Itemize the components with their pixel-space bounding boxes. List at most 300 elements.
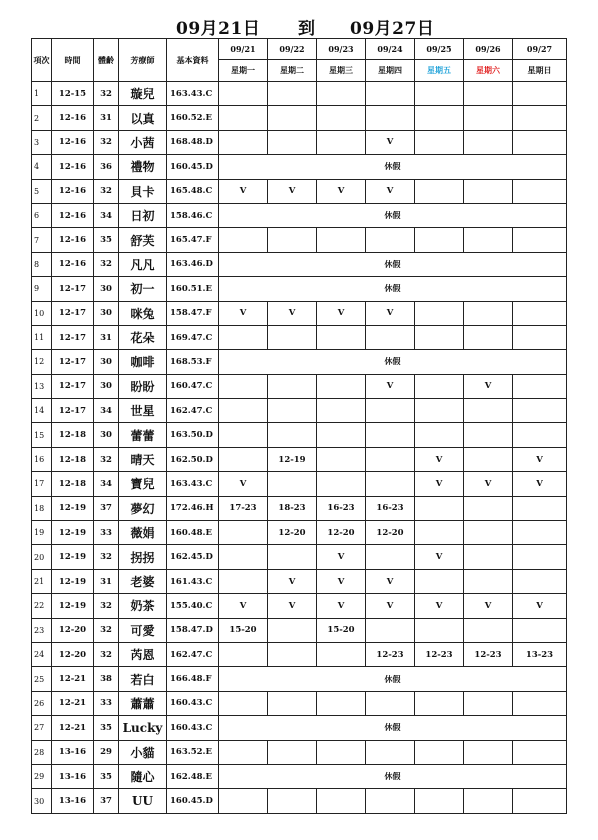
row-day-cell xyxy=(268,740,317,764)
row-index: 30 xyxy=(32,789,52,813)
row-age: 36 xyxy=(94,155,119,179)
row-age: 30 xyxy=(94,277,119,301)
row-index: 4 xyxy=(32,155,52,179)
row-time: 12-17 xyxy=(52,277,94,301)
row-day-cell: V xyxy=(464,472,513,496)
row-day-cell xyxy=(268,399,317,423)
row-day-cell: V xyxy=(464,374,513,398)
row-info: 166.48.F xyxy=(167,667,219,691)
row-age: 30 xyxy=(94,350,119,374)
header-weekday: 星期四 xyxy=(366,60,415,82)
row-therapist-name: 若白 xyxy=(119,667,167,691)
row-day-cell xyxy=(513,618,567,642)
row-index: 28 xyxy=(32,740,52,764)
row-age: 33 xyxy=(94,521,119,545)
row-day-off: 休假 xyxy=(219,203,567,227)
row-day-cell xyxy=(415,130,464,154)
row-time: 13-16 xyxy=(52,740,94,764)
row-day-cell xyxy=(513,179,567,203)
row-day-cell: V xyxy=(268,301,317,325)
row-info: 162.50.D xyxy=(167,447,219,471)
row-index: 27 xyxy=(32,716,52,740)
row-age: 33 xyxy=(94,691,119,715)
row-day-cell xyxy=(513,545,567,569)
row-info: 160.47.C xyxy=(167,374,219,398)
title-end-date: 09月27日 xyxy=(350,19,435,39)
row-day-cell xyxy=(268,130,317,154)
row-age: 34 xyxy=(94,399,119,423)
row-info: 163.52.E xyxy=(167,740,219,764)
row-day-cell xyxy=(415,106,464,130)
row-day-cell: 12-19 xyxy=(268,447,317,471)
row-time: 12-15 xyxy=(52,82,94,106)
row-day-cell xyxy=(513,423,567,447)
row-day-cell xyxy=(219,521,268,545)
table-row xyxy=(32,691,567,715)
row-day-cell xyxy=(317,789,366,813)
row-info: 163.43.C xyxy=(167,82,219,106)
row-index: 22 xyxy=(32,594,52,618)
row-day-off: 休假 xyxy=(219,155,567,179)
row-time: 12-17 xyxy=(52,374,94,398)
table-row xyxy=(32,716,567,740)
header-weekday: 星期三 xyxy=(317,60,366,82)
row-day-off: 休假 xyxy=(219,716,567,740)
row-day-cell xyxy=(513,740,567,764)
row-day-cell xyxy=(268,472,317,496)
row-day-cell: V xyxy=(317,301,366,325)
row-therapist-name: 日初 xyxy=(119,203,167,227)
row-day-off: 休假 xyxy=(219,350,567,374)
row-time: 12-16 xyxy=(52,179,94,203)
row-index: 15 xyxy=(32,423,52,447)
row-therapist-name: 世星 xyxy=(119,399,167,423)
row-day-cell: 12-23 xyxy=(464,642,513,666)
row-day-cell xyxy=(268,423,317,447)
row-day-cell xyxy=(415,569,464,593)
row-day-cell: V xyxy=(366,594,415,618)
row-index: 7 xyxy=(32,228,52,252)
row-day-cell xyxy=(268,545,317,569)
row-day-cell xyxy=(366,618,415,642)
row-day-cell xyxy=(464,82,513,106)
row-day-cell xyxy=(268,691,317,715)
row-info: 160.45.D xyxy=(167,155,219,179)
row-day-cell xyxy=(366,423,415,447)
table-row xyxy=(32,764,567,788)
row-day-cell xyxy=(219,642,268,666)
row-info: 160.43.C xyxy=(167,716,219,740)
row-therapist-name: 禮物 xyxy=(119,155,167,179)
row-time: 12-18 xyxy=(52,472,94,496)
row-day-off: 休假 xyxy=(219,667,567,691)
row-day-cell xyxy=(513,691,567,715)
row-day-cell xyxy=(415,618,464,642)
row-time: 12-18 xyxy=(52,423,94,447)
row-day-cell xyxy=(464,496,513,520)
row-day-cell xyxy=(513,789,567,813)
row-index: 6 xyxy=(32,203,52,227)
row-age: 32 xyxy=(94,179,119,203)
row-day-cell: 12-23 xyxy=(415,642,464,666)
row-day-cell xyxy=(268,374,317,398)
table-row xyxy=(32,472,567,496)
row-day-cell xyxy=(513,82,567,106)
row-day-cell xyxy=(366,545,415,569)
row-day-cell xyxy=(415,374,464,398)
row-therapist-name: 可愛 xyxy=(119,618,167,642)
row-day-cell xyxy=(464,740,513,764)
row-day-cell xyxy=(268,106,317,130)
row-index: 1 xyxy=(32,82,52,106)
row-time: 12-19 xyxy=(52,545,94,569)
row-age: 30 xyxy=(94,301,119,325)
row-day-cell xyxy=(268,642,317,666)
row-day-cell xyxy=(415,789,464,813)
row-info: 168.53.F xyxy=(167,350,219,374)
header-time: 時間 xyxy=(52,39,94,82)
row-therapist-name: 貝卡 xyxy=(119,179,167,203)
row-age: 30 xyxy=(94,423,119,447)
table-body xyxy=(32,82,567,814)
row-info: 161.43.C xyxy=(167,569,219,593)
row-day-cell xyxy=(366,789,415,813)
row-day-cell: V xyxy=(464,594,513,618)
row-age: 35 xyxy=(94,764,119,788)
row-day-cell xyxy=(513,130,567,154)
row-day-cell xyxy=(268,82,317,106)
row-info: 162.47.C xyxy=(167,399,219,423)
row-day-cell xyxy=(464,569,513,593)
row-age: 31 xyxy=(94,106,119,130)
row-index: 13 xyxy=(32,374,52,398)
table-row xyxy=(32,374,567,398)
row-day-off: 休假 xyxy=(219,277,567,301)
table-row xyxy=(32,496,567,520)
row-index: 3 xyxy=(32,130,52,154)
row-day-cell: V xyxy=(317,594,366,618)
row-therapist-name: 奶茶 xyxy=(119,594,167,618)
row-time: 12-16 xyxy=(52,106,94,130)
row-therapist-name: 芮恩 xyxy=(119,642,167,666)
row-info: 163.46.D xyxy=(167,252,219,276)
row-time: 12-21 xyxy=(52,716,94,740)
row-day-cell xyxy=(317,374,366,398)
row-day-cell xyxy=(415,399,464,423)
row-day-cell: V xyxy=(219,301,268,325)
row-day-cell xyxy=(317,130,366,154)
row-day-cell xyxy=(464,179,513,203)
row-time: 12-17 xyxy=(52,350,94,374)
row-therapist-name: Lucky xyxy=(119,716,167,740)
row-therapist-name: 咪兔 xyxy=(119,301,167,325)
row-index: 2 xyxy=(32,106,52,130)
row-day-cell xyxy=(513,569,567,593)
row-day-cell xyxy=(219,399,268,423)
header-weekday: 星期六 xyxy=(464,60,513,82)
header-therapist: 芳療師 xyxy=(119,39,167,82)
row-index: 17 xyxy=(32,472,52,496)
row-info: 160.43.C xyxy=(167,691,219,715)
row-age: 38 xyxy=(94,667,119,691)
row-day-cell xyxy=(366,691,415,715)
row-time: 13-16 xyxy=(52,789,94,813)
table-row xyxy=(32,789,567,813)
row-index: 26 xyxy=(32,691,52,715)
schedule-title xyxy=(0,14,598,40)
row-day-cell xyxy=(317,423,366,447)
row-index: 16 xyxy=(32,447,52,471)
header-info: 基本資料 xyxy=(167,39,219,82)
row-time: 12-19 xyxy=(52,521,94,545)
table-row xyxy=(32,203,567,227)
row-day-cell xyxy=(219,569,268,593)
row-day-cell xyxy=(415,179,464,203)
row-day-cell xyxy=(464,399,513,423)
row-therapist-name: 咖啡 xyxy=(119,350,167,374)
header-date: 09/27 xyxy=(513,39,567,60)
row-day-cell xyxy=(415,82,464,106)
row-therapist-name: 蕾蕾 xyxy=(119,423,167,447)
row-day-cell: V xyxy=(268,594,317,618)
row-day-cell xyxy=(219,130,268,154)
row-info: 158.47.D xyxy=(167,618,219,642)
row-day-cell: V xyxy=(317,569,366,593)
row-day-cell xyxy=(464,521,513,545)
row-time: 12-19 xyxy=(52,594,94,618)
row-index: 21 xyxy=(32,569,52,593)
row-info: 162.47.C xyxy=(167,642,219,666)
table-row xyxy=(32,423,567,447)
row-therapist-name: 老婆 xyxy=(119,569,167,593)
row-day-cell xyxy=(219,545,268,569)
row-index: 18 xyxy=(32,496,52,520)
row-day-cell xyxy=(366,447,415,471)
row-day-cell xyxy=(464,301,513,325)
table-row xyxy=(32,228,567,252)
row-index: 14 xyxy=(32,399,52,423)
table-row xyxy=(32,130,567,154)
row-info: 160.51.E xyxy=(167,277,219,301)
row-time: 12-18 xyxy=(52,447,94,471)
row-day-cell xyxy=(317,472,366,496)
row-therapist-name: 拐拐 xyxy=(119,545,167,569)
table-row xyxy=(32,399,567,423)
table-row xyxy=(32,521,567,545)
title-start-date: 09月21日 xyxy=(176,19,261,39)
row-info: 155.40.C xyxy=(167,594,219,618)
row-day-cell: V xyxy=(366,374,415,398)
header-date: 09/23 xyxy=(317,39,366,60)
header-date: 09/26 xyxy=(464,39,513,60)
row-time: 13-16 xyxy=(52,764,94,788)
row-info: 158.46.C xyxy=(167,203,219,227)
header-index: 項次 xyxy=(32,39,52,82)
row-day-cell xyxy=(268,228,317,252)
row-index: 9 xyxy=(32,277,52,301)
row-day-cell xyxy=(464,789,513,813)
header-age: 體齡 xyxy=(94,39,119,82)
row-age: 32 xyxy=(94,130,119,154)
row-day-cell xyxy=(464,423,513,447)
row-therapist-name: 璇兒 xyxy=(119,82,167,106)
row-day-cell xyxy=(513,399,567,423)
row-day-cell: 13-23 xyxy=(513,642,567,666)
row-index: 10 xyxy=(32,301,52,325)
row-therapist-name: 以真 xyxy=(119,106,167,130)
row-info: 160.48.E xyxy=(167,521,219,545)
table-row xyxy=(32,325,567,349)
row-day-cell xyxy=(219,789,268,813)
table-row xyxy=(32,350,567,374)
row-day-cell: V xyxy=(366,179,415,203)
row-day-cell: 16-23 xyxy=(366,496,415,520)
header-date: 09/22 xyxy=(268,39,317,60)
row-therapist-name: 凡凡 xyxy=(119,252,167,276)
row-day-cell xyxy=(317,325,366,349)
row-age: 32 xyxy=(94,82,119,106)
row-day-cell xyxy=(219,325,268,349)
row-day-cell: V xyxy=(513,472,567,496)
row-therapist-name: 晴天 xyxy=(119,447,167,471)
table-row xyxy=(32,618,567,642)
row-index: 25 xyxy=(32,667,52,691)
row-day-cell xyxy=(464,447,513,471)
row-therapist-name: 寶兒 xyxy=(119,472,167,496)
row-day-cell xyxy=(415,496,464,520)
row-therapist-name: 夢幻 xyxy=(119,496,167,520)
row-therapist-name: UU xyxy=(119,789,167,813)
table-row xyxy=(32,179,567,203)
row-info: 160.45.D xyxy=(167,789,219,813)
row-day-cell: V xyxy=(415,472,464,496)
row-day-cell: V xyxy=(366,569,415,593)
row-age: 32 xyxy=(94,447,119,471)
row-day-cell: 15-20 xyxy=(219,618,268,642)
row-day-off: 休假 xyxy=(219,252,567,276)
row-age: 32 xyxy=(94,618,119,642)
header-date: 09/21 xyxy=(219,39,268,60)
row-day-cell xyxy=(366,106,415,130)
row-age: 35 xyxy=(94,228,119,252)
row-day-cell: V xyxy=(415,594,464,618)
row-age: 29 xyxy=(94,740,119,764)
row-day-cell xyxy=(317,691,366,715)
row-age: 32 xyxy=(94,594,119,618)
row-time: 12-19 xyxy=(52,496,94,520)
row-therapist-name: 初一 xyxy=(119,277,167,301)
row-day-cell xyxy=(415,740,464,764)
row-day-cell: V xyxy=(415,447,464,471)
row-day-cell xyxy=(317,106,366,130)
row-time: 12-20 xyxy=(52,642,94,666)
table-header xyxy=(32,39,567,82)
row-age: 34 xyxy=(94,472,119,496)
header-weekday: 星期二 xyxy=(268,60,317,82)
row-day-cell xyxy=(464,691,513,715)
row-info: 160.52.E xyxy=(167,106,219,130)
row-time: 12-16 xyxy=(52,130,94,154)
row-index: 24 xyxy=(32,642,52,666)
row-info: 172.46.H xyxy=(167,496,219,520)
row-age: 37 xyxy=(94,789,119,813)
row-day-cell xyxy=(415,691,464,715)
row-index: 8 xyxy=(32,252,52,276)
table-row xyxy=(32,740,567,764)
table-row xyxy=(32,155,567,179)
header-weekday: 星期一 xyxy=(219,60,268,82)
row-day-cell: V xyxy=(366,130,415,154)
row-day-cell xyxy=(317,447,366,471)
row-time: 12-19 xyxy=(52,569,94,593)
row-day-cell xyxy=(415,521,464,545)
row-day-cell: V xyxy=(219,179,268,203)
row-info: 163.43.C xyxy=(167,472,219,496)
row-time: 12-17 xyxy=(52,325,94,349)
row-day-cell xyxy=(219,447,268,471)
row-day-cell: V xyxy=(513,594,567,618)
row-day-cell xyxy=(513,106,567,130)
row-day-cell: 12-20 xyxy=(366,521,415,545)
row-info: 158.47.F xyxy=(167,301,219,325)
row-age: 32 xyxy=(94,252,119,276)
row-index: 23 xyxy=(32,618,52,642)
row-info: 163.50.D xyxy=(167,423,219,447)
row-day-cell xyxy=(464,618,513,642)
row-day-cell xyxy=(415,228,464,252)
row-day-cell xyxy=(513,325,567,349)
row-therapist-name: 花朵 xyxy=(119,325,167,349)
row-day-cell xyxy=(219,82,268,106)
row-time: 12-17 xyxy=(52,301,94,325)
row-day-cell xyxy=(268,789,317,813)
row-info: 165.47.F xyxy=(167,228,219,252)
row-day-cell xyxy=(464,325,513,349)
row-index: 11 xyxy=(32,325,52,349)
row-info: 169.47.C xyxy=(167,325,219,349)
row-day-cell xyxy=(415,325,464,349)
row-day-cell xyxy=(464,106,513,130)
row-age: 31 xyxy=(94,569,119,593)
row-day-cell xyxy=(366,472,415,496)
row-age: 37 xyxy=(94,496,119,520)
row-day-cell xyxy=(366,325,415,349)
row-day-cell: V xyxy=(366,301,415,325)
table-row xyxy=(32,569,567,593)
table-row xyxy=(32,106,567,130)
row-info: 168.48.D xyxy=(167,130,219,154)
row-index: 12 xyxy=(32,350,52,374)
table-row xyxy=(32,594,567,618)
row-therapist-name: 蕭蕭 xyxy=(119,691,167,715)
row-therapist-name: 小茜 xyxy=(119,130,167,154)
row-day-cell xyxy=(513,374,567,398)
row-day-cell xyxy=(268,618,317,642)
row-day-cell: V xyxy=(317,179,366,203)
table-row xyxy=(32,447,567,471)
row-day-cell: V xyxy=(513,447,567,471)
row-age: 35 xyxy=(94,716,119,740)
row-day-cell: V xyxy=(268,569,317,593)
row-info: 162.45.D xyxy=(167,545,219,569)
row-day-cell xyxy=(219,691,268,715)
table-row xyxy=(32,642,567,666)
header-date: 09/25 xyxy=(415,39,464,60)
schedule-table xyxy=(31,38,567,814)
row-day-cell: V xyxy=(268,179,317,203)
table-row xyxy=(32,545,567,569)
row-time: 12-16 xyxy=(52,203,94,227)
